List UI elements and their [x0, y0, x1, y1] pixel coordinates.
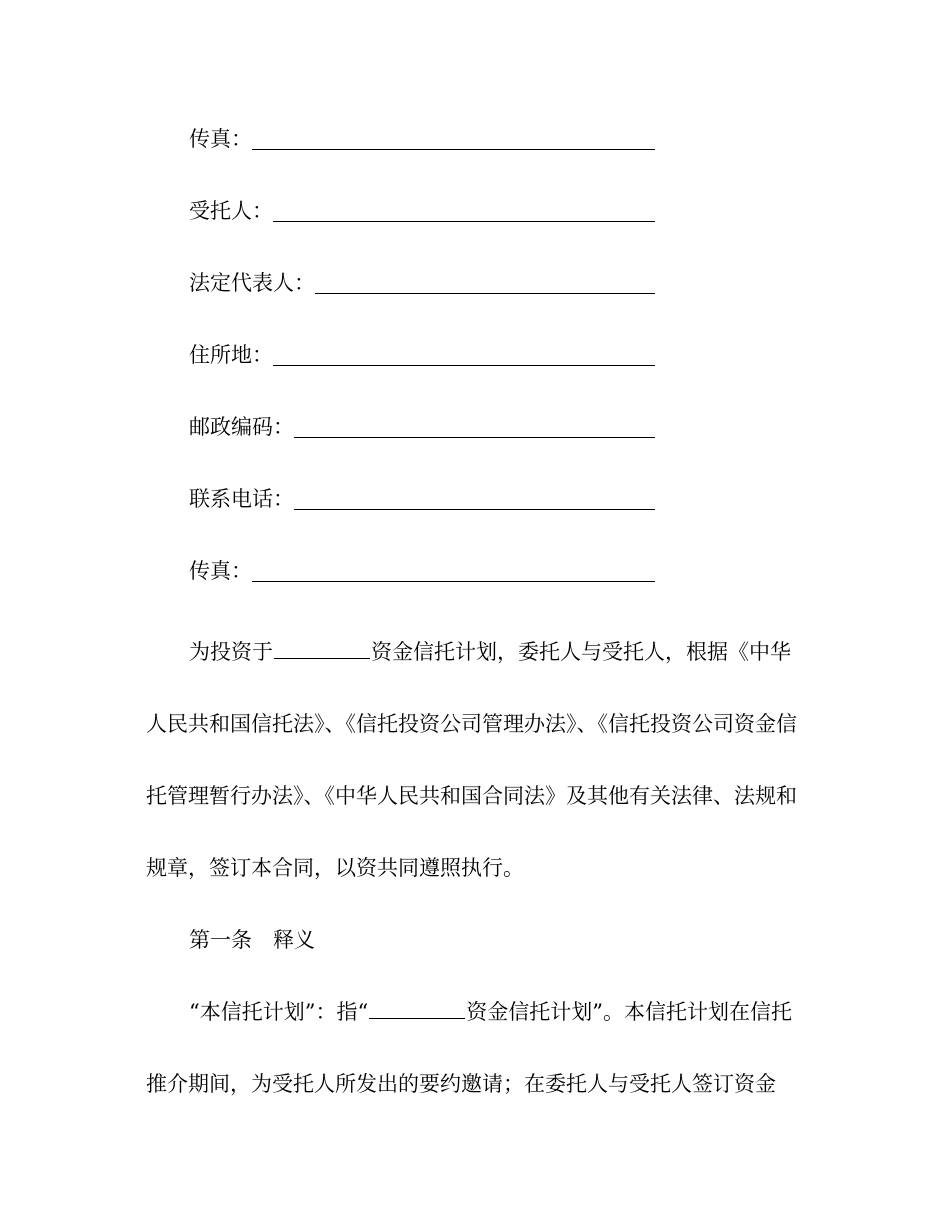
fill-in-line: [294, 489, 655, 510]
field-label: 住所地：: [189, 343, 273, 367]
fill-in-line: [252, 129, 655, 150]
domicile-field: [189, 342, 655, 376]
definition-suffix: 资金信托计划”。本信托计划在信托推介期间，为受托人所发出的要约邀请；在委托人与受托人签订资金: [146, 1000, 792, 1096]
field-label: 受托人：: [189, 199, 273, 223]
field-label: 联系电话：: [189, 487, 294, 511]
definition-paragraph: [146, 976, 806, 1120]
article-heading: 第一条 释义: [189, 928, 315, 952]
intro-prefix: 为投资于: [189, 640, 273, 664]
field-label: 邮政编码：: [189, 415, 294, 439]
fill-in-line: [315, 273, 655, 294]
trustee-field: [189, 198, 655, 232]
fill-in-line: [252, 561, 655, 582]
intro-paragraph: [146, 616, 806, 904]
fill-in-line: [294, 417, 655, 438]
legal-representative-field: [189, 270, 655, 304]
definition-prefix: “本信托计划”：指“: [189, 1000, 369, 1024]
fill-in-line: [273, 201, 655, 222]
field-label: 法定代表人：: [189, 271, 315, 295]
fax-field-2: [189, 558, 655, 592]
field-label: 传真：: [189, 127, 252, 151]
plan-name-blank: [369, 996, 465, 1019]
field-label: 传真：: [189, 559, 252, 583]
fill-in-line: [273, 345, 655, 366]
phone-field: [189, 486, 655, 520]
plan-name-blank: [274, 636, 370, 659]
fax-field: [189, 126, 655, 160]
postal-code-field: [189, 414, 655, 448]
intro-suffix: 资金信托计划，委托人与受托人，根据《中华人民共和国信托法》、《信托投资公司管理办法》、《信托投资公司资金信托管理暂行办法》、《中华人民共和国合同法》及其他有关法律、法规和规章，签订本合同，以资共同遵照执行。: [146, 640, 797, 880]
